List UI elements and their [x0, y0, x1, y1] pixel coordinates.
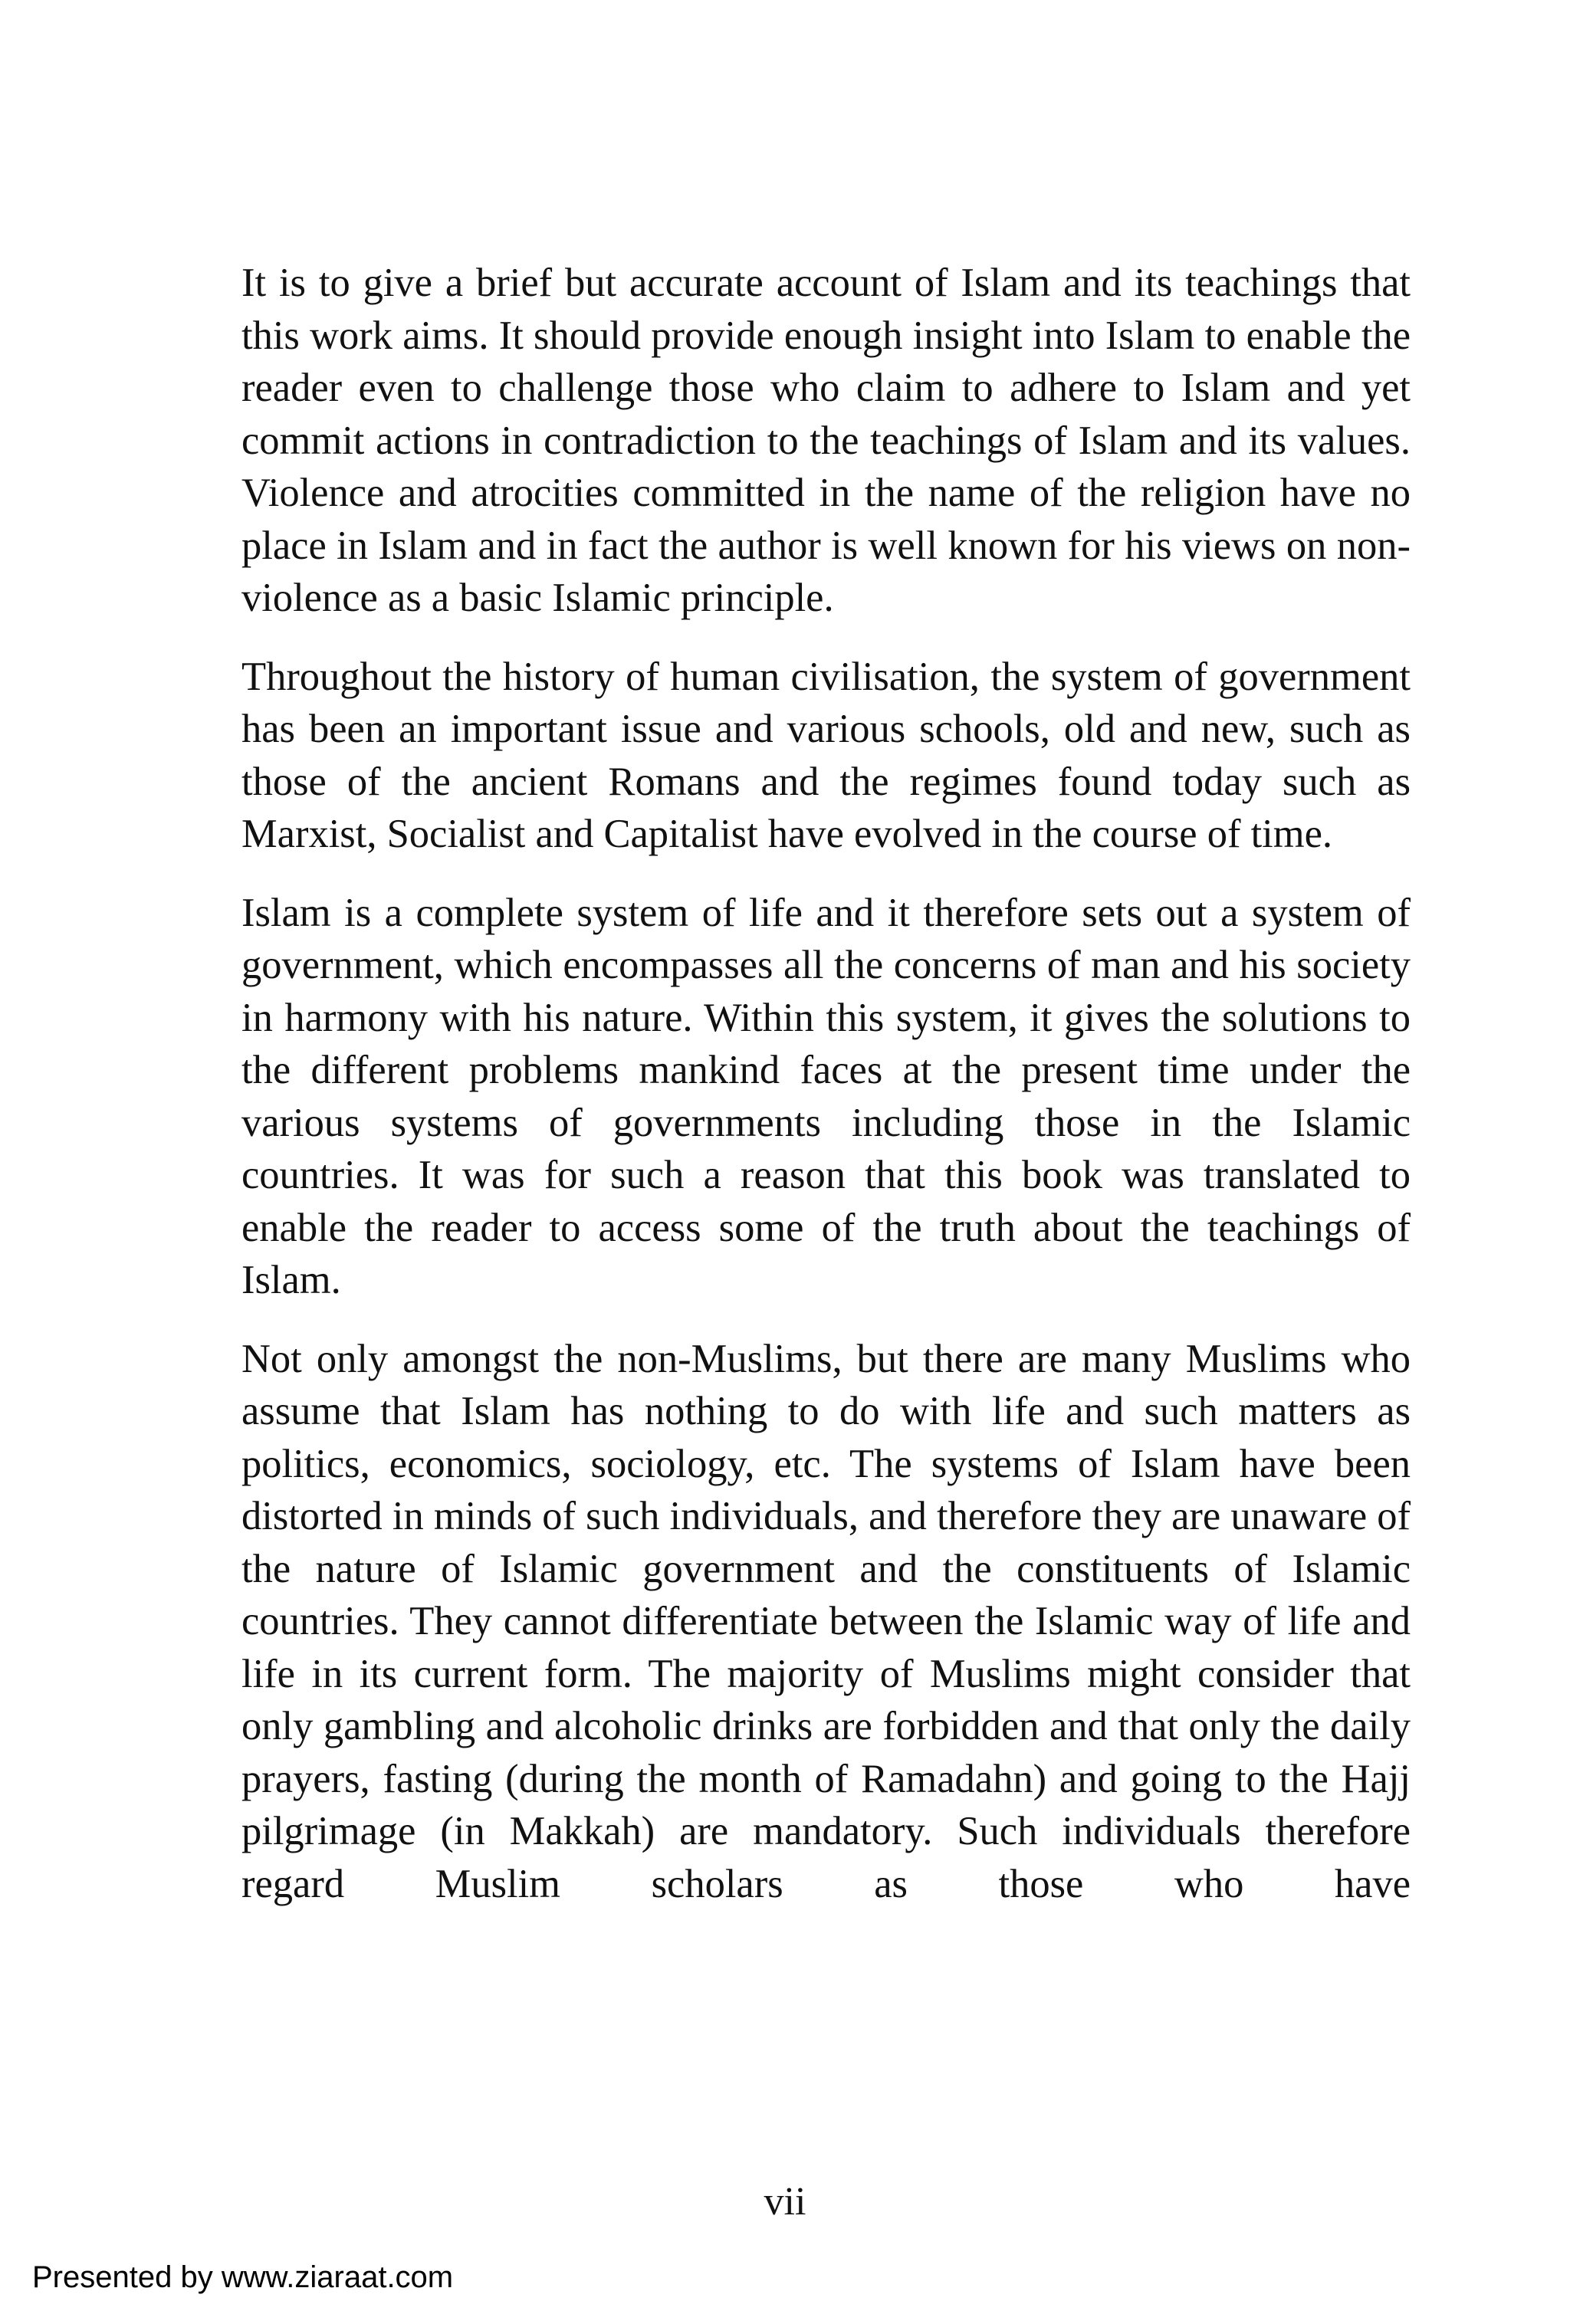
body-text [241, 257, 1411, 1910]
paragraph-4: Not only amongst the non-Muslims, but there are many Muslims who assume that Islam has nothing to do with life and such matters as politics, economics, sociology, etc. The systems of Islam have been distorted in minds of such individuals, and therefore they are unaware of the nature of Islamic government and the constituents of Islamic countries. They cannot differentiate between the Islamic way of life and life in its current form. The majority of Muslims might consider that only gambling and alcoholic drinks are forbidden and that only the daily prayers, fasting (during the month of Ramadahn) and going to the Hajj pilgrimage (in Makkah) are mandatory. Such individuals therefore regard Muslim scholars as those who have [241, 1336, 1411, 1906]
footer-credit: Presented by www.ziaraat.com [32, 2260, 454, 2294]
paragraph-3: Islam is a complete system of life and it therefore sets out a system of government, which encompasses all the concerns of man and his society in harmony with his nature. Within this system, it gives the solutions to the different problems mankind faces at the present time under the various systems of governments including those in the Islamic countries. It was for such a reason that this book was translated to enable the reader to access some of the truth about the teachings of Islam. [241, 890, 1411, 1302]
paragraph-2: Throughout the history of human civilisation, the system of government has been an important issue and various schools, old and new, such as those of the ancient Romans and the regimes found today such as Marxist, Socialist and Capitalist have evolved in the course of time. [241, 654, 1411, 856]
paragraph-1: It is to give a brief but accurate account of Islam and its teachings that this work aims. It should provide enough insight into Islam to enable the reader even to challenge those who claim to adhere to Islam and yet commit actions in contradiction to the teachings of Islam and its values. Violence and atrocities committed in the name of the religion have no place in Islam and in fact the author is well known for his views on non-violence as a basic Islamic principle. [241, 261, 1411, 620]
page-number: vii [764, 2180, 806, 2224]
